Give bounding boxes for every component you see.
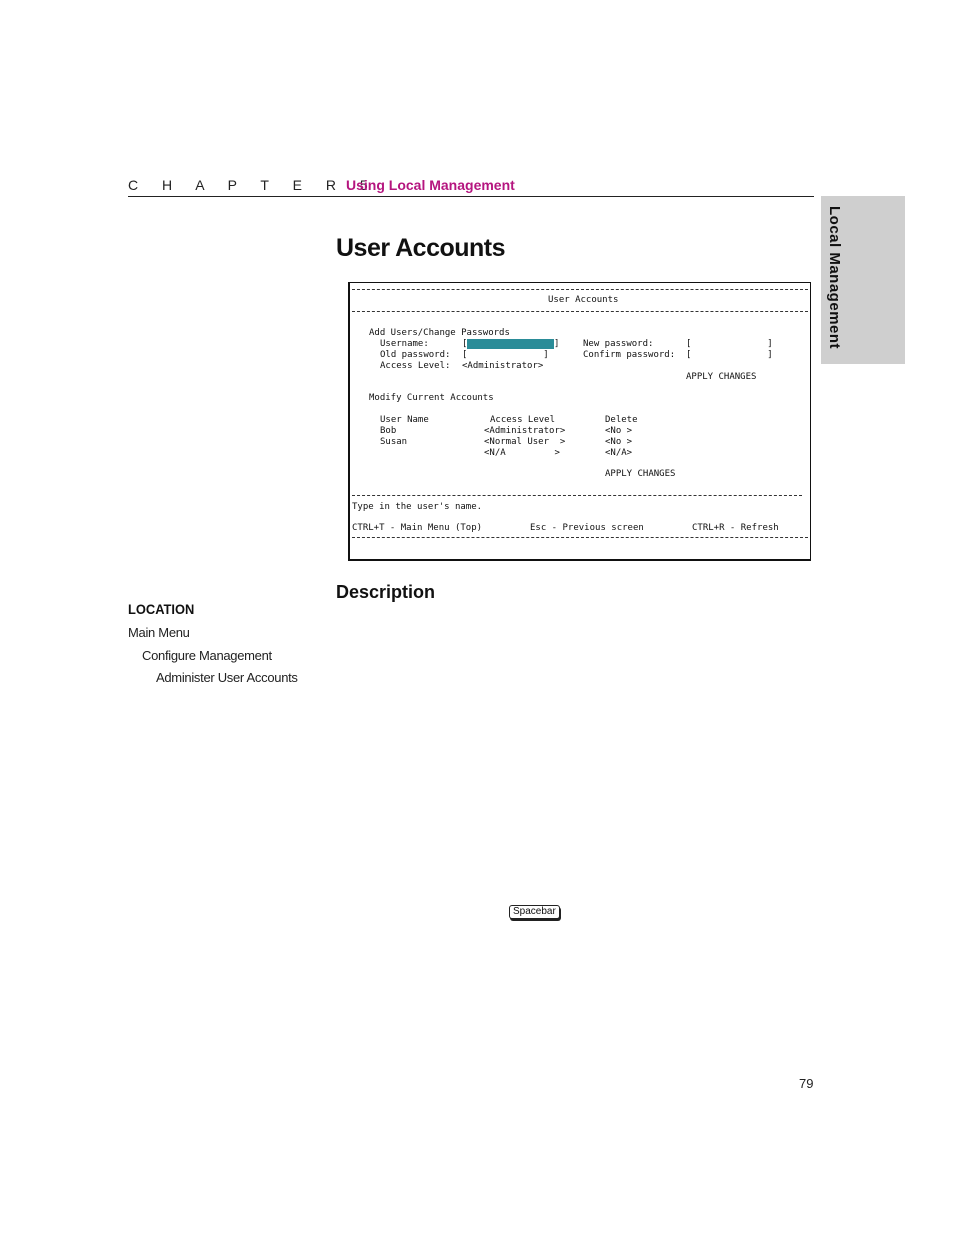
confirm-password-label: Confirm password: — [583, 350, 676, 360]
column-header-user-name: User Name — [380, 415, 429, 425]
divider — [352, 495, 802, 496]
username-bracket-close: ] — [554, 339, 560, 349]
previous-screen-shortcut[interactable]: Esc - Previous screen — [530, 523, 644, 533]
row-delete-select[interactable]: <N/A> — [605, 448, 633, 458]
header-rule — [128, 196, 814, 197]
location-path-item: Main Menu — [128, 625, 190, 640]
add-section-title: Add Users/Change Passwords — [369, 328, 510, 338]
row-user-name: Bob — [380, 426, 397, 436]
main-menu-shortcut[interactable]: CTRL+T - Main Menu (Top) — [352, 523, 483, 533]
new-password-label: New password: — [583, 339, 654, 349]
username-input[interactable] — [467, 339, 554, 349]
apply-changes-button[interactable]: APPLY CHANGES — [686, 372, 757, 382]
username-label: Username: — [380, 339, 429, 349]
row-delete-select[interactable]: <No > — [605, 437, 633, 447]
refresh-shortcut[interactable]: CTRL+R - Refresh — [692, 523, 779, 533]
location-path-item: Administer User Accounts — [156, 670, 298, 685]
row-user-name: Susan — [380, 437, 408, 447]
location-heading: LOCATION — [128, 601, 195, 617]
new-password-input[interactable]: [ ] — [686, 339, 773, 349]
status-line: Type in the user's name. — [352, 502, 483, 512]
location-path-item: Configure Management — [142, 648, 272, 663]
page-title: User Accounts — [336, 234, 506, 262]
old-password-input[interactable]: [ ] — [462, 350, 549, 360]
access-level-select[interactable]: <Administrator> — [462, 361, 544, 371]
chapter-label: C H A P T E R 5 — [128, 177, 378, 193]
side-tab-label: Local Management — [826, 206, 843, 350]
chapter-title: Using Local Management — [346, 177, 515, 193]
divider — [352, 289, 808, 290]
old-password-label: Old password: — [380, 350, 451, 360]
modify-section-title: Modify Current Accounts — [369, 393, 494, 403]
access-level-label: Access Level: — [380, 361, 451, 371]
row-access-level-select[interactable]: <Administrator> — [484, 426, 566, 436]
row-delete-select[interactable]: <No > — [605, 426, 633, 436]
spacebar-keycap-icon: Spacebar — [509, 905, 560, 919]
divider — [352, 311, 808, 312]
description-heading: Description — [336, 582, 436, 602]
row-access-level-select[interactable]: <Normal User > — [484, 437, 566, 447]
screen-title: User Accounts — [548, 295, 619, 305]
page-number: 79 — [799, 1076, 814, 1091]
column-header-delete: Delete — [605, 415, 638, 425]
divider — [352, 537, 808, 538]
column-header-access-level: Access Level — [490, 415, 556, 425]
apply-changes-button[interactable]: APPLY CHANGES — [605, 469, 676, 479]
confirm-password-input[interactable]: [ ] — [686, 350, 773, 360]
terminal-screenshot — [348, 282, 811, 561]
row-access-level-select[interactable]: <N/A > — [484, 448, 560, 458]
username-bracket-open: [ — [462, 339, 468, 349]
